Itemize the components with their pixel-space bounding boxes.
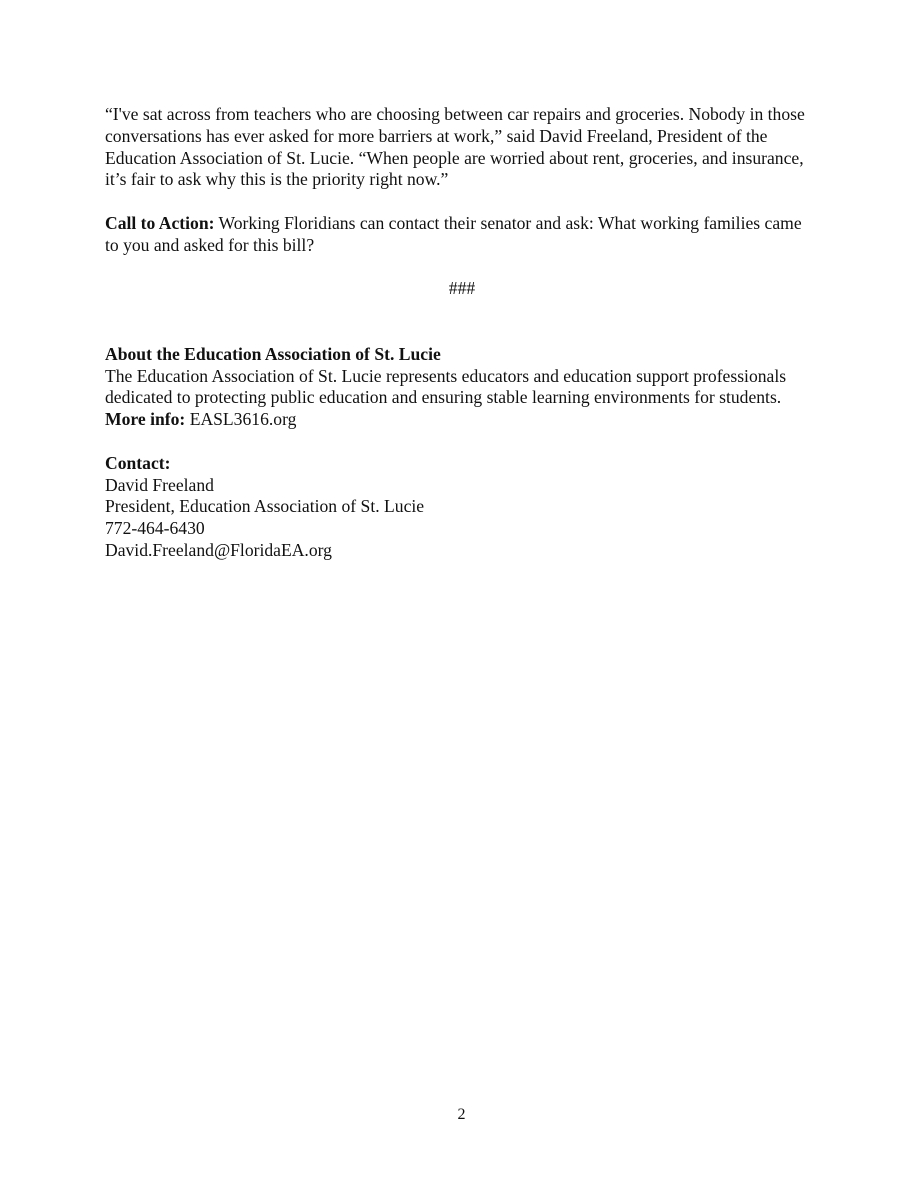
contact-phone: 772-464-6430 — [105, 518, 205, 539]
paragraph-spacer — [105, 431, 819, 453]
paragraph-spacer — [105, 300, 819, 322]
about-body: The Education Association of St. Lucie represents educators and education support professionals dedicated to protecting public education and ensuring stable learning environments for students. — [105, 365, 787, 408]
page-number: 2 — [457, 1106, 466, 1123]
call-to-action-paragraph — [105, 213, 819, 257]
end-marker: ### — [448, 278, 476, 299]
contact-heading: Contact: — [105, 452, 171, 473]
paragraph-spacer — [105, 322, 819, 344]
paragraph-spacer — [105, 257, 819, 279]
paragraph-spacer — [105, 191, 819, 213]
contact-email: David.Freeland@FloridaEA.org — [105, 539, 332, 560]
about-heading: About the Education Association of St. Lucie — [105, 343, 441, 364]
document-body — [105, 104, 819, 562]
call-to-action-label: Call to Action: — [105, 212, 215, 233]
contact-name: David Freeland — [105, 474, 214, 495]
quote-paragraph: “I've sat across from teachers who are choosing between car repairs and groceries. Nobody in those conversations has ever asked for more barriers at work,” said David Freeland, President of the Education Association of St. Lucie. “When people are worried about rent, groceries, and insurance, it’s fair to ask why this is the priority right now.” — [105, 104, 805, 190]
call-to-action-body: Working Floridians can contact their senator and ask: What working families came to you and asked for this bill? — [105, 212, 802, 255]
more-info-label: More info: — [105, 409, 186, 430]
about-more-info — [105, 409, 819, 431]
contact-title: President, Education Association of St. Lucie — [105, 496, 425, 517]
more-info-value: EASL3616.org — [185, 409, 297, 430]
